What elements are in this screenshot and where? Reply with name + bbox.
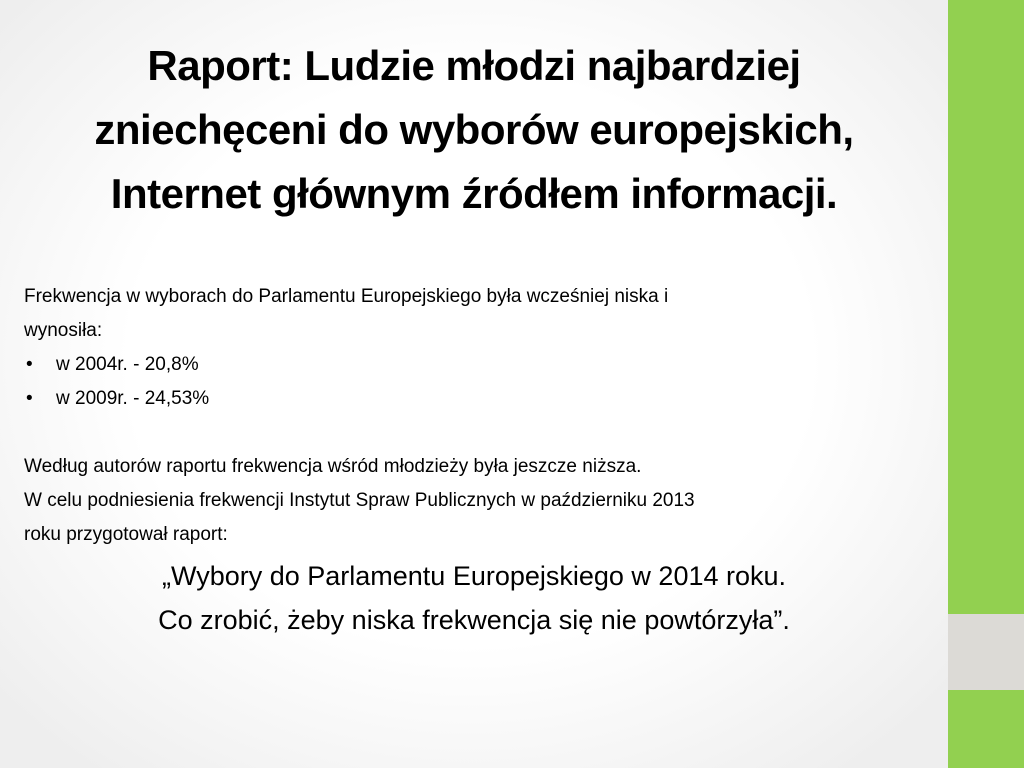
bullet-icon: • [26,388,33,409]
intro-text-line-2: wynosiła: [24,320,103,341]
slide-title-line-1: Raport: Ludzie młodzi najbardziej [147,42,801,89]
turnout-list [24,348,944,416]
slide-title-line-2: zniechęceni do wyborów europejskich, [94,106,854,153]
slide-body [24,280,944,552]
slide-title-line-3: Internet głównym źródłem informacji. [110,170,838,217]
report-paragraph-line-1: W celu podniesienia frekwencji Instytut Spraw Publicznych w październiku 2013 [24,490,695,511]
slide-title [0,34,948,226]
side-accent-bar-middle [948,614,1024,690]
list-item-text: w 2004r. - 20,8% [56,354,199,375]
paragraph-spacer [24,416,944,450]
quote-line-2: Co zrobić, żeby niska frekwencja się nie powtórzyła”. [158,605,790,635]
side-accent-bar-bottom [948,690,1024,768]
list-item-text: w 2009r. - 24,53% [56,388,210,409]
bullet-icon: • [26,354,33,375]
quote-line-1: „Wybory do Parlamentu Europejskiego w 2014 roku. [161,561,787,591]
list-item [24,382,944,416]
list-item [24,348,944,382]
report-title-quote [0,554,948,642]
report-paragraph-line-2: roku przygotował raport: [24,524,228,545]
intro-text-line-1: Frekwencja w wyborach do Parlamentu Europejskiego była wcześniej niska i [24,286,669,307]
side-accent-bar-top [948,0,1024,614]
youth-turnout-paragraph: Według autorów raportu frekwencja wśród młodzieży była jeszcze niższa. [24,456,642,477]
